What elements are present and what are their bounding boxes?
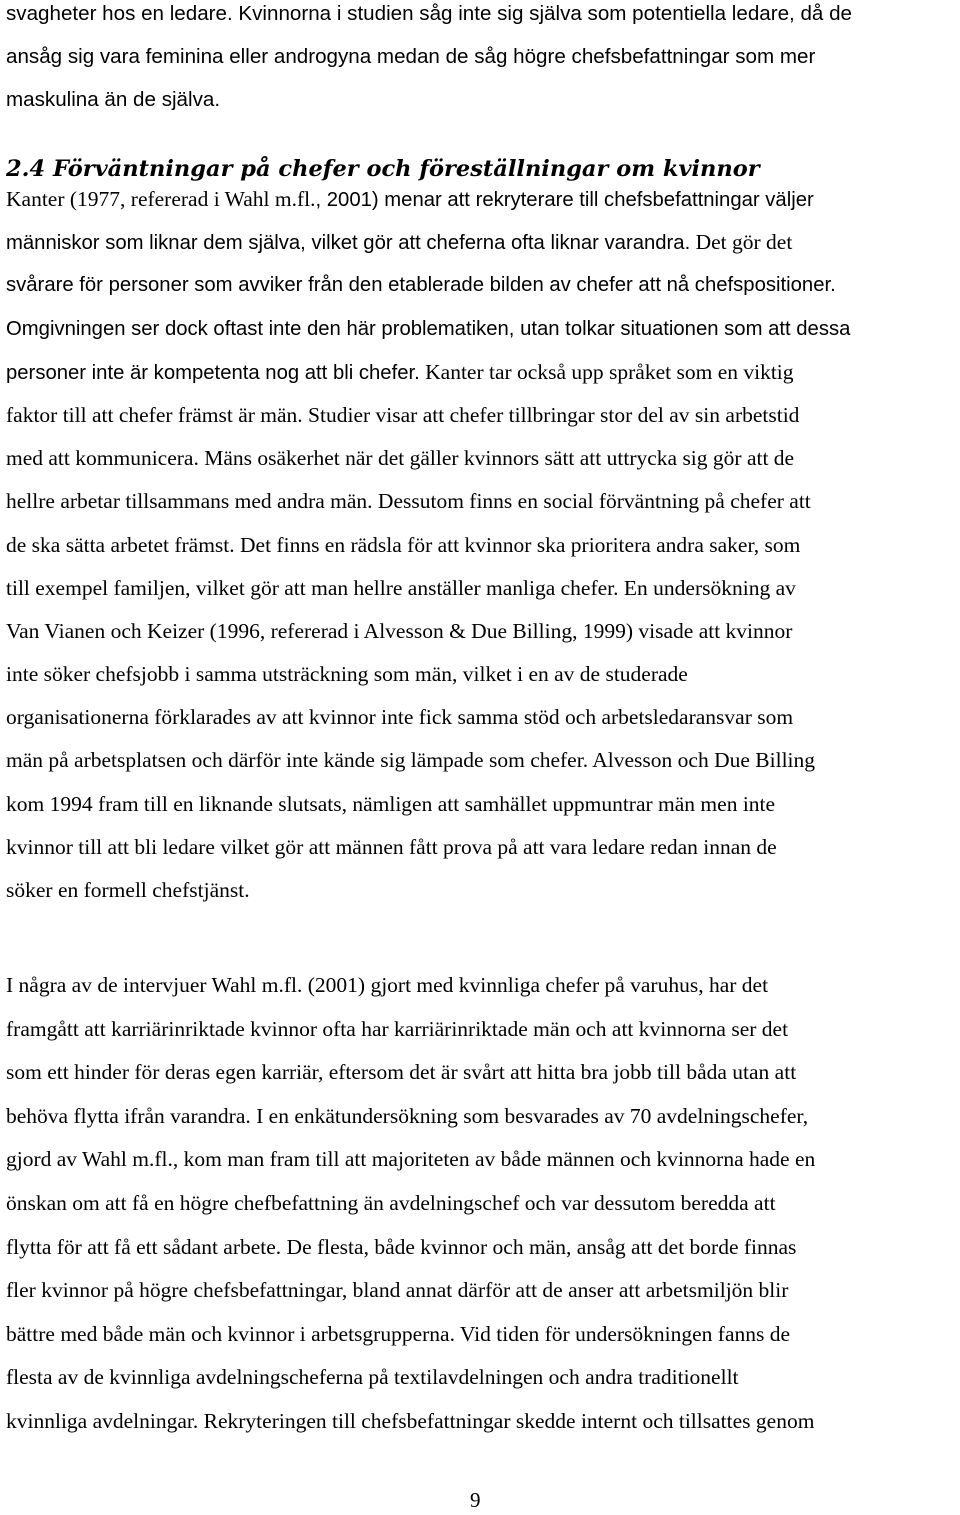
- paragraph-line: med att kommunicera. Mäns osäkerhet när det gäller kvinnors sätt att uttrycka sig gör att de: [6, 446, 795, 471]
- line-segment: människor som liknar dem själva, vilket gör att cheferna ofta liknar varandra.: [6, 232, 691, 255]
- paragraph-line: kom 1994 fram till en liknande slutsats, nämligen att samhället uppmuntrar män men inte: [6, 791, 776, 816]
- paragraph-continued: [6, 0, 960, 129]
- paragraph-line: gjord av Wahl m.fl., kom man fram till att majoriteten av både männen och kvinnorna hade en: [6, 1147, 816, 1172]
- paragraph-line: svagheter hos en ledare. Kvinnorna i studien såg inte sig själva som potentiella ledare, då de: [6, 2, 853, 25]
- paragraph-line: hellre arbetar tillsammans med andra män. Dessutom finns en social förväntning på chefer att: [6, 489, 811, 514]
- paragraph-line: till exempel familjen, vilket gör att man hellre anställer manliga chefer. En undersökning av: [6, 575, 796, 600]
- paragraph-line: faktor till att chefer främst är män. Studier visar att chefer tillbringar stor del av sin arbetstid: [6, 402, 800, 427]
- paragraph-line: I några av de intervjuer Wahl m.fl. (2001) gjort med kvinnliga chefer på varuhus, har det: [6, 973, 769, 997]
- paragraph-line: män på arbetsplatsen och därför inte kände sig lämpade som chefer. Alvesson och Due Billing: [6, 748, 816, 773]
- line-segment: Kanter (1977, refererad i Wahl m.fl.: [6, 187, 316, 211]
- paragraph-line: [6, 227, 960, 270]
- paragraph-line: Omgivningen ser dock oftast inte den här problematiken, utan tolkar situationen som att dessa: [6, 317, 851, 340]
- paragraph-line: inte söker chefsjobb i samma utsträckning som män, vilket i en av de studerade: [6, 662, 688, 687]
- paragraph-line: organisationerna förklarades av att kvinnor inte fick samma stöd och arbetsledaransvar som: [6, 705, 794, 730]
- paragraph-line: [6, 184, 960, 227]
- paragraph-line: maskulina än de själva.: [6, 88, 221, 111]
- paragraph-line: söker en formell chefstjänst.: [6, 878, 250, 902]
- line-segment: , 2001) menar att rekryterare till chefsbefattningar väljer: [315, 189, 814, 211]
- paragraph-line: ansåg sig vara feminina eller androgyna medan de såg högre chefsbefattningar som mer: [6, 45, 816, 68]
- paragraph-line: flytta för att få ett sådant arbete. De flesta, både kvinnor och män, ansåg att det borde finnas: [6, 1234, 797, 1259]
- paragraph-line: flesta av de kvinnliga avdelningscheferna på textilavdelningen och andra traditionellt: [6, 1365, 739, 1390]
- paragraph-line: kvinnliga avdelningar. Rekryteringen till chefsbefattningar skedde internt och tillsattes genom: [6, 1408, 815, 1433]
- paragraph-line: bättre med både män och kvinnor i arbetsgrupperna. Vid tiden för undersökningen fanns de: [6, 1321, 791, 1346]
- page-number: 9: [470, 1488, 481, 1512]
- paragraph-line: svårare för personer som avviker från den etablerade bilden av chefer att nå chefspositioner.: [6, 274, 836, 297]
- paragraph-kanter: [6, 184, 960, 918]
- line-segment: Det gör det: [690, 230, 793, 255]
- paragraph-line: som ett hinder för deras egen karriär, eftersom det är svårt att hitta bra jobb till båda utan att: [6, 1060, 797, 1085]
- paragraph-interviews: [6, 970, 960, 1450]
- paragraph-line: de ska sätta arbetet främst. Det finns en rädsla för att kvinnor ska prioritera andra saker, som: [6, 532, 801, 557]
- paragraph-line: framgått att karriärinriktade kvinnor ofta har karriärinriktade män och att kvinnorna ser det: [6, 1016, 789, 1041]
- paragraph-line: [6, 357, 960, 400]
- paragraph-line: behöva flytta ifrån varandra. I en enkätundersökning som besvarades av 70 avdelningschefer,: [6, 1103, 809, 1128]
- section-heading: 2.4 Förväntningar på chefer och föreställningar om kvinnor: [6, 156, 760, 182]
- paragraph-line: kvinnor till att bli ledare vilket gör att männen fått prova på att vara ledare redan innan de: [6, 834, 777, 859]
- paragraph-line: Van Vianen och Keizer (1996, refererad i Alvesson & Due Billing, 1999) visade att kvinnor: [6, 618, 793, 643]
- paragraph-line: fler kvinnor på högre chefsbefattningar, bland annat därför att de anser att arbetsmiljön blir: [6, 1278, 789, 1303]
- line-segment: Kanter tar också upp språket som en viktig: [419, 359, 794, 384]
- line-segment: personer inte är kompetenta nog att bli chefer.: [6, 361, 420, 384]
- paragraph-line: önskan om att få en högre chefbefattning än avdelningschef och var dessutom beredda att: [6, 1190, 776, 1215]
